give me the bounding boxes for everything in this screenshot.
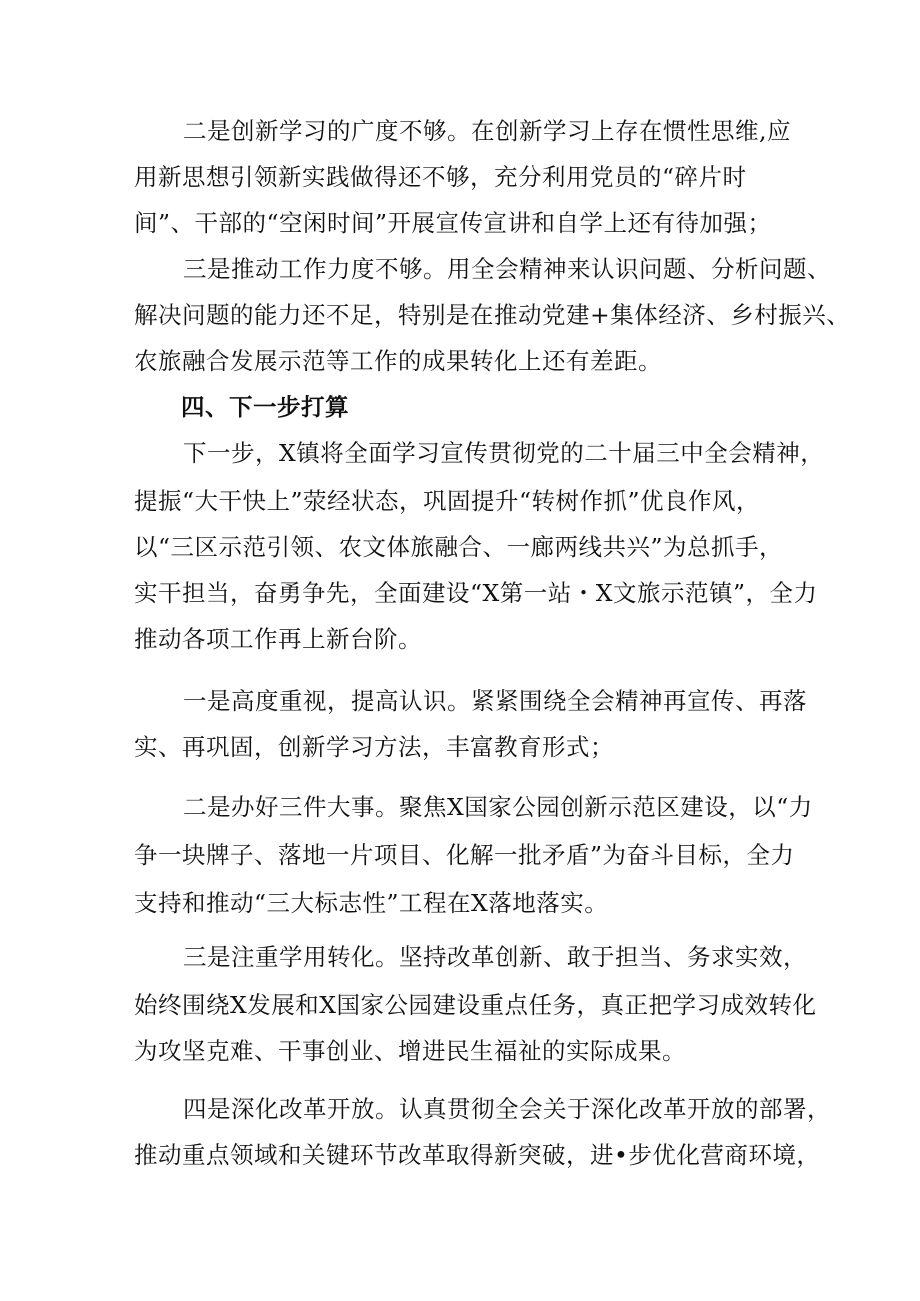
text-line: 解决问题的能力还不足，特别是在推动党建+集体经济、乡村振兴、 <box>134 301 851 329</box>
text-line: 实干担当，奋勇争先，全面建设“X第一站・X文旅示范镇”，全力 <box>134 579 818 607</box>
text-line: 三是注重学用转化。坚持改革创新、敢于担当、务求实效， <box>183 943 807 971</box>
text-line: 争一块牌子、落地一片项目、化解一批矛盾”为奋斗目标，全力 <box>134 841 795 869</box>
text-line: 推动重点领域和关键环节改革取得新突破，进•步优化营商环境， <box>134 1141 821 1169</box>
text-line: 四是深化改革开放。认真贯彻全会关于深化改革开放的部署， <box>183 1095 831 1123</box>
text-line: 用新思想引领新实践做得还不够，充分利用党员的“碎片时 <box>134 163 747 191</box>
text-line: 三是推动工作力度不够。用全会精神来认识问题、分析问题、 <box>183 255 831 283</box>
text-line: 二是办好三件大事。聚焦X国家公园创新示范区建设，以“力 <box>183 793 813 821</box>
text-line: 间”、干部的“空闲时间”开展宣传宣讲和自学上还有待加强； <box>134 209 772 237</box>
text-line: 一是高度重视，提高认识。紧紧围绕全会精神再宣传、再落 <box>183 687 807 715</box>
text-line: 以“三区示范引领、农文体旅融合、一廊两线共兴”为总抓手， <box>134 533 784 561</box>
text-line: 推动各项工作再上新台阶。 <box>134 625 422 653</box>
text-line: 支持和推动“三大标志性”工程在X落地落实。 <box>134 889 609 917</box>
text-line: 农旅融合发展示范等工作的成果转化上还有差距。 <box>134 347 662 375</box>
text-line: 提振“大干快上”荥经状态，巩固提升“转树作抓”优良作风， <box>134 487 761 515</box>
section-heading: 四、下一步打算 <box>181 393 349 421</box>
text-line: 始终围绕X发展和X国家公园建设重点任务，真正把学习成效转化 <box>134 991 817 1019</box>
text-line: 下一步，X镇将全面学习宣传贯彻党的二十届三中全会精神， <box>183 439 825 467</box>
text-line: 实、再巩固，创新学习方法，丰富教育形式； <box>134 733 614 761</box>
text-line: 二是创新学习的广度不够。在创新学习上存在惯性思维,应 <box>183 117 791 145</box>
text-line: 为攻坚克难、干事创业、增进民生福祉的实际成果。 <box>134 1037 686 1065</box>
